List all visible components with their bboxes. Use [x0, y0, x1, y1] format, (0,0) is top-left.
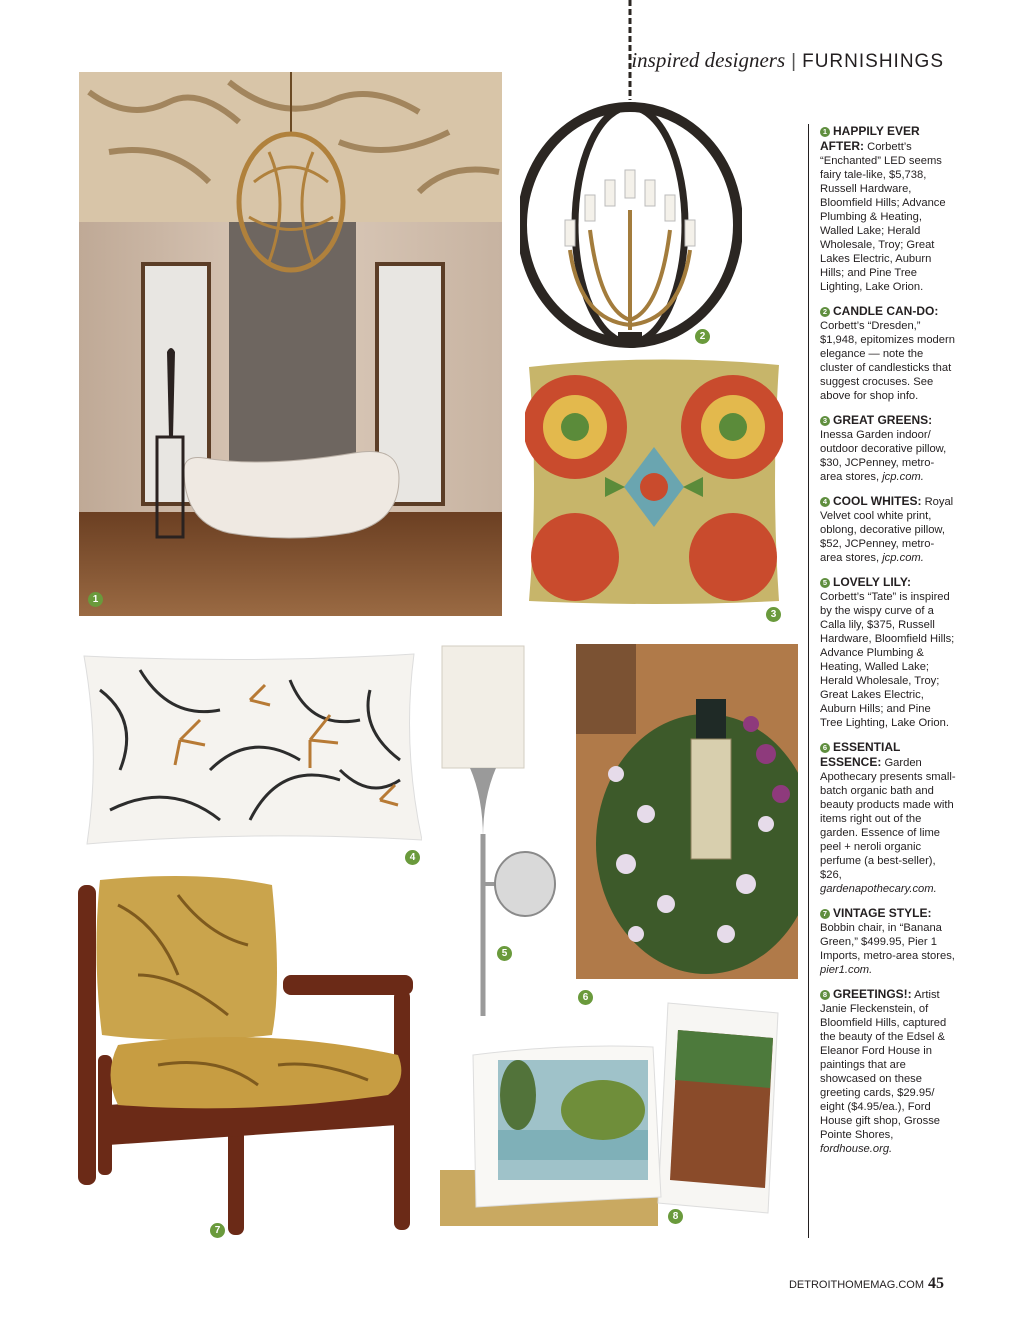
photo-greeting-cards: [438, 1000, 790, 1230]
item-body: Inessa Garden indoor/ outdoor decorative pillow, $30, JCPenney, metro-area stores,: [820, 429, 947, 483]
photo-number-badge: 2: [695, 329, 710, 344]
item-body: Corbett’s “Tate” is inspired by the wispy curve of a Calla lily, $375, Russell Hardware, Bloomfield Hills; Advance Plumbing & Heating, Walled Lake; Herald Wholesale, Troy; Great Lakes Electric, Auburn Hills; and Pine Tree Lighting, Lake Orion.: [820, 591, 955, 729]
photo-white-pillow: [80, 650, 422, 845]
magazine-website[interactable]: DETROITHOMEMAG.COM: [788, 1279, 924, 1291]
item-body: Artist Janie Fleckenstein, of Bloomfield Hills, captured the beauty of the Edsel & Eleanor Ford House in paintings that are showcased on these greeting cards, $29.95/ eight ($4.95/ea.), Ford House gift shop, Grosse Pointe Shores,: [820, 989, 947, 1141]
item-link[interactable]: pier1.com.: [820, 964, 873, 976]
item-description: [820, 494, 956, 565]
photo-apothecary: [576, 644, 798, 979]
item-number-badge: 2: [820, 307, 830, 317]
item-description: [820, 124, 956, 294]
photo-number-badge: 6: [578, 990, 593, 1005]
photo-bathroom: [79, 72, 502, 616]
item-number-badge: 5: [820, 578, 830, 588]
photo-green-pillow: [525, 357, 783, 605]
item-headline: LOVELY LILY:: [833, 575, 912, 589]
header-divider: |: [791, 51, 797, 72]
photo-number-badge: 8: [668, 1209, 683, 1224]
photo-number-badge: 1: [88, 592, 103, 607]
item-number-badge: 8: [820, 990, 830, 1000]
item-body: Garden Apothecary presents small-batch organic bath and beauty products made with items right out of the garden. Essence of lime peel + neroli organic perfume (a best-seller), $26,: [820, 757, 956, 881]
photo-number-badge: 4: [405, 850, 420, 865]
item-link[interactable]: fordhouse.org.: [820, 1143, 893, 1155]
item-number-badge: 3: [820, 416, 830, 426]
item-headline: HAPPILY EVER AFTER:: [820, 124, 920, 153]
item-number-badge: 4: [820, 497, 830, 507]
item-headline: COOL WHITES:: [833, 494, 922, 508]
item-headline: ESSENTIAL ESSENCE:: [820, 740, 901, 769]
page-footer: [789, 1275, 944, 1293]
item-body: Bobbin chair, in “Banana Green,” $499.95, Pier 1 Imports, metro-area stores,: [820, 922, 955, 962]
item-description: [820, 906, 956, 977]
item-headline: GREETINGS!:: [833, 987, 912, 1001]
photo-bobbin-chair: [78, 875, 428, 1237]
item-description: [820, 575, 956, 730]
page-number: 45: [928, 1275, 944, 1292]
item-number-badge: 1: [820, 127, 830, 137]
item-link[interactable]: jcp.com.: [882, 552, 924, 564]
section-title: FURNISHINGS: [802, 51, 944, 72]
item-body: Royal Velvet cool white print, oblong, decorative pillow, $52, JCPenney, metro-area stores,: [820, 496, 954, 564]
item-description: [820, 987, 956, 1156]
item-number-badge: 6: [820, 743, 830, 753]
series-title: inspired designers: [631, 48, 786, 72]
item-headline: VINTAGE STYLE:: [833, 906, 932, 920]
item-headline: CANDLE CAN-DO:: [833, 304, 939, 318]
photo-number-badge: 5: [497, 946, 512, 961]
photo-number-badge: 7: [210, 1223, 225, 1238]
item-description: [820, 740, 956, 896]
item-descriptions-column: [808, 124, 956, 1238]
item-description: [820, 304, 956, 403]
item-link[interactable]: gardenapothecary.com.: [820, 883, 937, 895]
item-headline: GREAT GREENS:: [833, 413, 933, 427]
item-body: Corbett’s “Dresden,” $1,948, epitomizes modern elegance — note the cluster of candlesticks that suggest crocuses. See above for shop info.: [820, 320, 955, 402]
item-description: [820, 413, 956, 484]
item-body: Corbett’s “Enchanted” LED seems fairy tale-like, $5,738, Russell Hardware, Bloomfield Hills; Advance Plumbing & Heating, Walled Lake; Herald Wholesale, Troy; Great Lakes Electric, Auburn Hills; and Pine Tree Lighting, Lake Orion.: [820, 141, 946, 293]
item-link[interactable]: jcp.com.: [882, 471, 924, 483]
photo-chandelier: [520, 0, 742, 350]
photo-sconce: [440, 644, 558, 1020]
photo-number-badge: 3: [766, 607, 781, 622]
item-number-badge: 7: [820, 909, 830, 919]
